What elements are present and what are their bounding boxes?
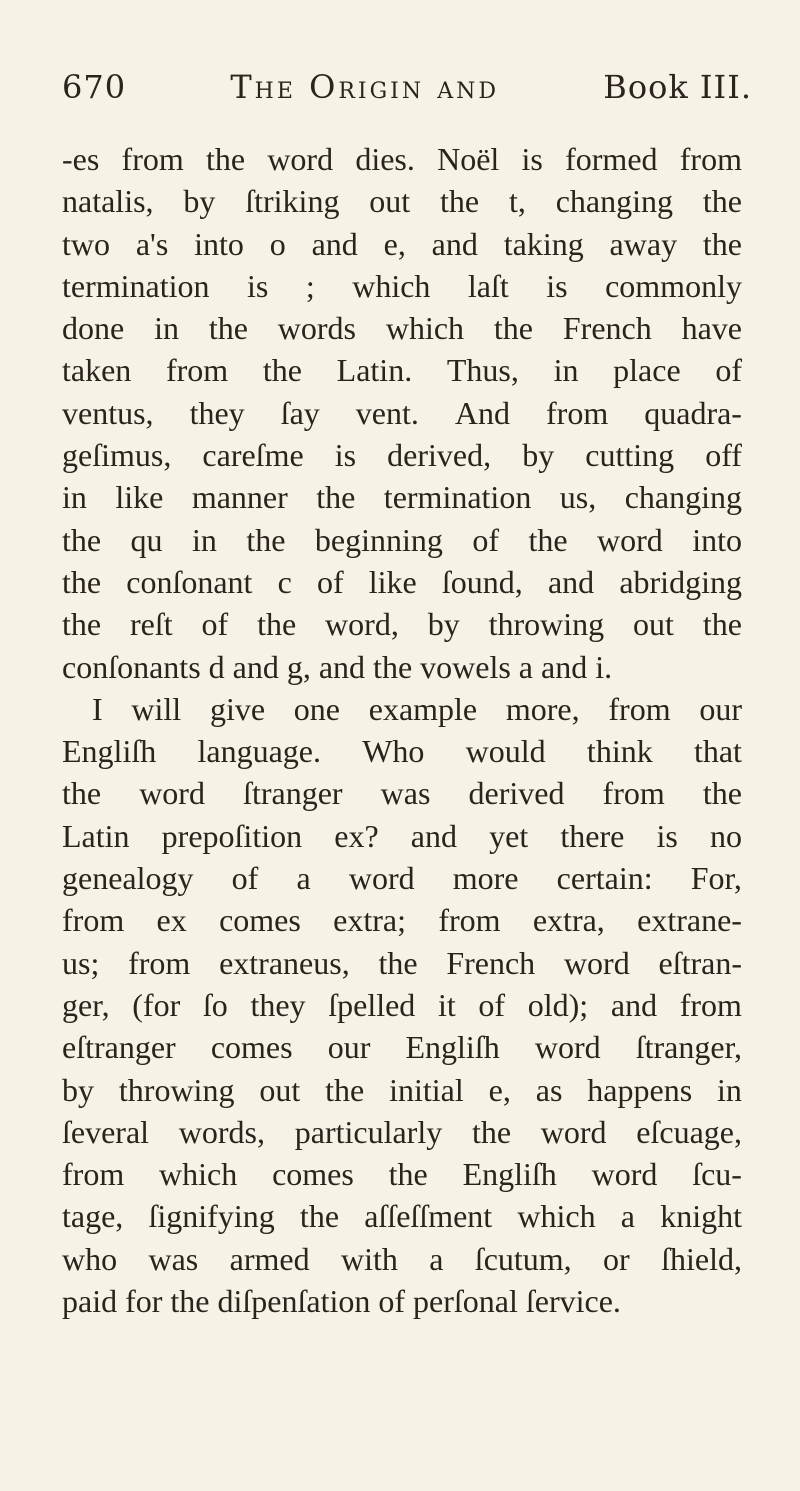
- word: throwing: [488, 606, 605, 643]
- word: a: [296, 860, 311, 897]
- word: away: [609, 225, 678, 262]
- text-line: [62, 265, 742, 307]
- word: that: [693, 733, 742, 770]
- word: throwing: [118, 1071, 235, 1108]
- word: word,: [325, 606, 399, 643]
- text-line: [62, 857, 742, 899]
- word: happens: [587, 1071, 693, 1108]
- word: in: [154, 310, 179, 347]
- word: words: [277, 310, 356, 347]
- word: was: [148, 1240, 199, 1277]
- word: ;: [305, 267, 315, 304]
- word: word: [591, 1156, 658, 1193]
- word: our: [327, 1029, 371, 1066]
- word: like: [368, 563, 417, 600]
- word: Latin.: [336, 352, 413, 389]
- word: is: [521, 141, 543, 177]
- word: no: [709, 817, 742, 854]
- word: from: [602, 775, 665, 812]
- text-line: [62, 899, 742, 941]
- word: And: [454, 394, 510, 431]
- word: e,: [383, 225, 406, 262]
- text-line: [62, 603, 742, 645]
- word: two: [62, 225, 110, 262]
- word: Who: [362, 733, 425, 770]
- body-text: [62, 138, 742, 1322]
- word: eſcuage,: [636, 1113, 742, 1150]
- word: ſpelled: [328, 986, 416, 1023]
- word: formed: [565, 141, 658, 177]
- word: from: [128, 944, 191, 981]
- word: aſſeſſment: [364, 1198, 493, 1235]
- word: word: [348, 860, 415, 897]
- word: is: [247, 267, 269, 304]
- word: ſignifying: [148, 1198, 275, 1235]
- word: which: [352, 267, 431, 304]
- word: is: [334, 437, 357, 474]
- word: give: [209, 690, 266, 727]
- word: in: [192, 521, 217, 558]
- word: the: [62, 521, 102, 558]
- word: a: [429, 1240, 444, 1277]
- word: into: [194, 225, 244, 262]
- word: the: [62, 606, 102, 643]
- word: ſay: [280, 394, 320, 431]
- word: ſo: [202, 986, 228, 1023]
- word: careſme: [202, 437, 304, 474]
- word: extra;: [333, 902, 406, 939]
- word: one: [293, 690, 340, 727]
- word: commonly: [605, 267, 742, 304]
- word: by: [62, 1071, 94, 1108]
- word: taking: [503, 225, 584, 262]
- word: from: [679, 986, 742, 1023]
- word: the: [299, 1198, 340, 1235]
- word: a's: [135, 225, 169, 262]
- text-line: [62, 392, 742, 434]
- word: beginning: [314, 521, 443, 558]
- word: in: [62, 479, 87, 516]
- word: eſtran-: [658, 944, 742, 981]
- word: comes: [219, 902, 301, 939]
- word: Engliſh: [405, 1029, 500, 1066]
- word: termination: [383, 479, 532, 516]
- text-line: [62, 223, 742, 265]
- word: they: [189, 394, 245, 431]
- word: the: [388, 1156, 428, 1193]
- word: is: [656, 817, 678, 854]
- word: would: [465, 733, 546, 770]
- word: qu: [130, 521, 163, 558]
- word: laſt: [467, 267, 509, 304]
- word: from: [546, 394, 609, 431]
- text-line: [62, 815, 742, 857]
- word: derived,: [387, 437, 492, 474]
- word: tage,: [62, 1198, 124, 1235]
- text-line: [62, 942, 742, 984]
- text-line: [62, 180, 742, 222]
- word: the: [205, 141, 246, 177]
- running-header: [62, 68, 752, 106]
- word: taken: [62, 352, 132, 389]
- page-number: 670: [62, 68, 127, 106]
- word: the: [378, 944, 418, 981]
- word: manner: [191, 479, 288, 516]
- word: natalis,: [62, 183, 154, 220]
- text-line: [62, 984, 742, 1026]
- word: was: [380, 775, 431, 812]
- text-line: [62, 476, 742, 518]
- word: will: [131, 690, 182, 727]
- text-line: [62, 730, 742, 772]
- word: comes: [272, 1156, 354, 1193]
- word: and: [547, 563, 595, 600]
- word: particularly: [294, 1113, 443, 1150]
- word: ſcutum,: [474, 1240, 572, 1277]
- word: e,: [488, 1071, 511, 1108]
- word: out: [633, 606, 674, 643]
- word: I: [92, 690, 103, 727]
- word: Latin: [62, 817, 130, 854]
- word: or: [603, 1240, 630, 1277]
- word: dies.: [355, 141, 415, 177]
- word: old);: [527, 986, 589, 1023]
- word: which: [517, 1198, 596, 1235]
- word: more: [452, 860, 519, 897]
- word: language.: [197, 733, 321, 770]
- word: Engliſh: [462, 1156, 557, 1193]
- text-line: [62, 1195, 742, 1237]
- text-line: [62, 307, 742, 349]
- book-label: Book III.: [603, 68, 752, 106]
- word: ſound,: [441, 563, 523, 600]
- word: changing: [555, 183, 673, 220]
- word: Noël: [437, 141, 500, 177]
- word: of: [715, 352, 742, 389]
- word: ventus,: [62, 394, 154, 431]
- word: the: [471, 1113, 512, 1150]
- word: t,: [508, 183, 526, 220]
- word: and: [311, 225, 358, 262]
- word: Thus,: [446, 352, 519, 389]
- word: extra,: [532, 902, 605, 939]
- word: the: [440, 183, 480, 220]
- word: the: [702, 606, 742, 643]
- word: it: [437, 986, 456, 1023]
- word: more,: [505, 690, 580, 727]
- word: conſonant: [126, 563, 253, 600]
- word: the: [257, 606, 297, 643]
- word: word: [596, 521, 663, 558]
- word: vent.: [355, 394, 419, 431]
- word: ger,: [62, 986, 110, 1023]
- text-line: [62, 1069, 742, 1111]
- text-line: paid for the diſpenſation of perſonal ſervice.: [62, 1283, 621, 1320]
- word: word: [267, 141, 334, 177]
- text-line: [62, 138, 742, 180]
- word: from: [165, 352, 229, 389]
- word: the: [246, 521, 286, 558]
- word: from: [62, 1156, 125, 1193]
- word: words,: [178, 1113, 265, 1150]
- text-line: [62, 434, 742, 476]
- text-line: [62, 1026, 742, 1068]
- word: ſtriking: [245, 183, 340, 220]
- word: certain:: [556, 860, 653, 897]
- word: the: [325, 1071, 365, 1108]
- word: the: [262, 352, 302, 389]
- word: c: [277, 563, 292, 600]
- word: of: [478, 986, 506, 1023]
- word: from: [121, 141, 184, 177]
- word: -es: [62, 141, 100, 177]
- word: word: [540, 1113, 607, 1150]
- text-line: [62, 1153, 742, 1195]
- word: knight: [660, 1198, 742, 1235]
- word: done: [62, 310, 125, 347]
- word: from: [438, 902, 501, 939]
- text-line: [62, 772, 742, 814]
- text-line: [62, 519, 742, 561]
- word: have: [681, 310, 742, 347]
- word: extrane-: [637, 902, 742, 939]
- word: of: [472, 521, 499, 558]
- word: quadra-: [644, 394, 742, 431]
- word: out: [369, 183, 411, 220]
- word: the: [702, 183, 742, 220]
- word: o: [269, 225, 286, 262]
- word: prepoſition: [161, 817, 303, 854]
- word: initial: [389, 1071, 464, 1108]
- word: they: [250, 986, 306, 1023]
- word: the: [493, 310, 533, 347]
- word: genealogy: [62, 860, 194, 897]
- word: who: [62, 1240, 118, 1277]
- word: For,: [690, 860, 742, 897]
- word: in: [717, 1071, 742, 1108]
- word: into: [692, 521, 742, 558]
- word: cutting: [585, 437, 675, 474]
- text-line: conſonants d and g, and the vowels a and i.: [62, 648, 613, 685]
- word: think: [586, 733, 653, 770]
- word: from: [608, 690, 671, 727]
- word: the: [316, 479, 356, 516]
- word: as: [535, 1071, 563, 1108]
- word: by: [522, 437, 555, 474]
- word: Engliſh: [62, 733, 157, 770]
- word: ſhield,: [661, 1240, 742, 1277]
- word: a: [620, 1198, 635, 1235]
- word: ſtranger: [243, 775, 343, 812]
- word: eſtranger: [62, 1029, 176, 1066]
- word: out: [259, 1071, 301, 1108]
- word: French: [446, 944, 536, 981]
- word: with: [340, 1240, 398, 1277]
- word: derived: [468, 775, 565, 812]
- word: French: [562, 310, 652, 347]
- word: the: [702, 775, 742, 812]
- word: abridging: [619, 563, 742, 600]
- word: reſt: [129, 606, 173, 643]
- word: place: [613, 352, 681, 389]
- text-line: [62, 688, 742, 730]
- word: us;: [62, 944, 100, 981]
- word: ſcu-: [692, 1156, 742, 1193]
- word: comes: [210, 1029, 293, 1066]
- text-line: [62, 1238, 742, 1280]
- word: off: [705, 437, 742, 474]
- word: ex: [156, 902, 187, 939]
- word: of: [201, 606, 229, 643]
- word: word: [534, 1029, 601, 1066]
- word: armed: [229, 1240, 310, 1277]
- text-line: [62, 561, 742, 603]
- word: and: [431, 225, 478, 262]
- word: our: [699, 690, 742, 727]
- word: changing: [624, 479, 742, 516]
- word: example: [368, 690, 478, 727]
- word: is: [546, 267, 568, 304]
- word: us,: [559, 479, 597, 516]
- word: from: [62, 902, 125, 939]
- word: termination: [62, 267, 210, 304]
- word: (for: [132, 986, 181, 1023]
- word: of: [316, 563, 344, 600]
- word: ſeveral: [62, 1113, 150, 1150]
- word: word: [563, 944, 630, 981]
- word: which: [159, 1156, 238, 1193]
- word: there: [560, 817, 625, 854]
- word: from: [679, 141, 742, 177]
- word: the: [208, 310, 248, 347]
- word: yet: [489, 817, 529, 854]
- word: like: [115, 479, 164, 516]
- word: extraneus,: [219, 944, 350, 981]
- word: ex?: [334, 817, 379, 854]
- word: by: [427, 606, 460, 643]
- word: and: [410, 817, 457, 854]
- word: which: [385, 310, 465, 347]
- text-line: [62, 1111, 742, 1153]
- word: geſimus,: [62, 437, 172, 474]
- word: the: [702, 225, 742, 262]
- text-line: [62, 349, 742, 391]
- running-title: The Origin and: [230, 68, 500, 106]
- word: of: [231, 860, 259, 897]
- word: the: [528, 521, 568, 558]
- word: and: [610, 986, 658, 1023]
- word: word: [139, 775, 205, 812]
- word: by: [183, 183, 216, 220]
- word: the: [62, 775, 102, 812]
- word: the: [62, 563, 102, 600]
- word: ſtranger,: [635, 1029, 742, 1066]
- word: in: [553, 352, 579, 389]
